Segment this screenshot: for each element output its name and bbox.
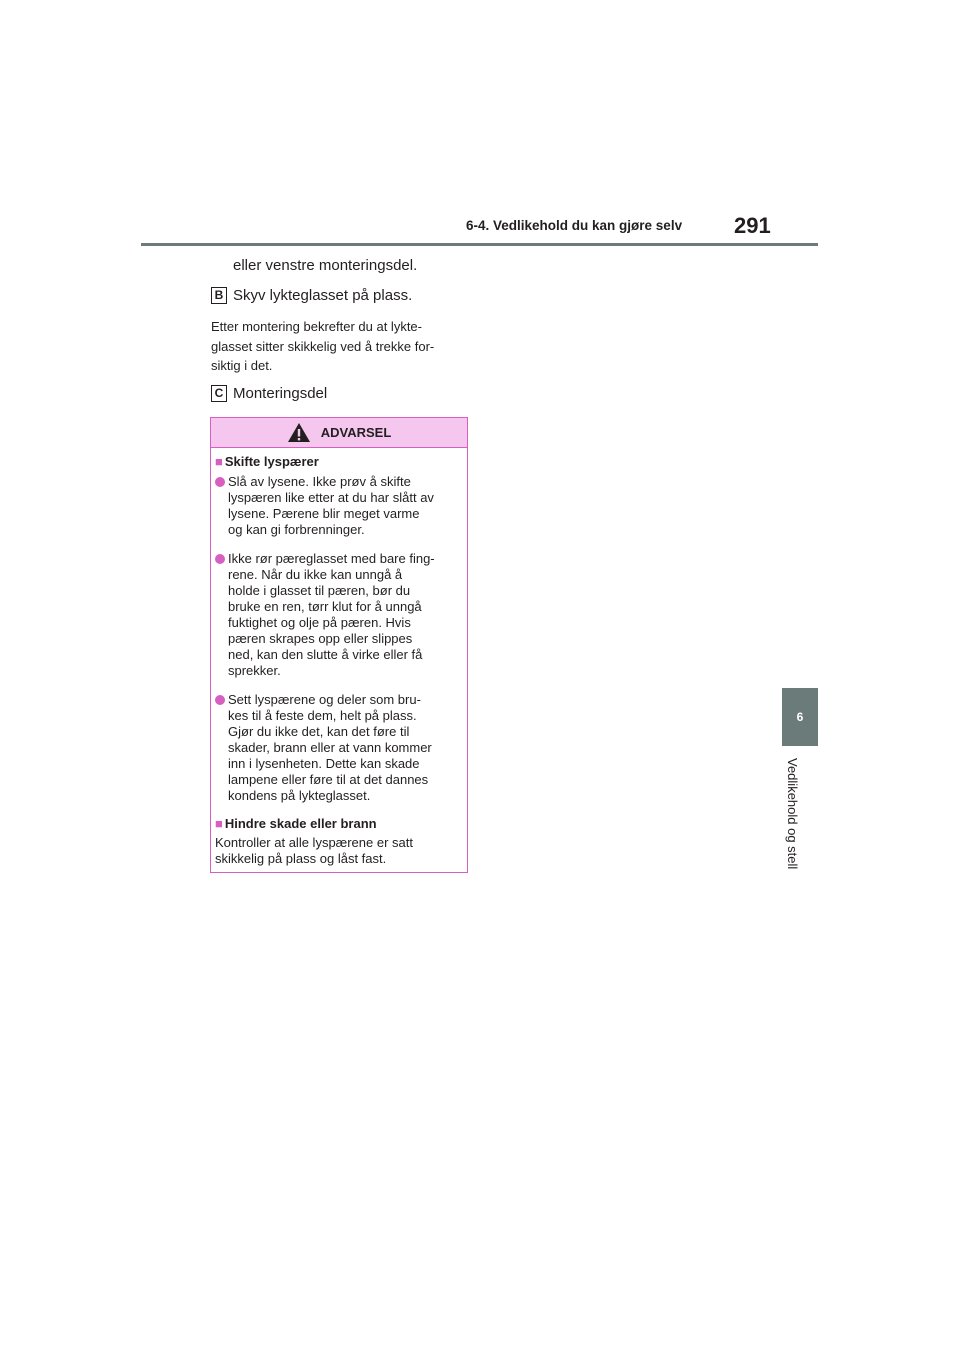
chapter-tab[interactable] [782,688,818,746]
warning-body [211,448,467,867]
step-c-label: C [211,385,227,402]
square-bullet-icon: ■ [215,816,223,831]
square-bullet-icon: ■ [215,454,223,469]
warning-triangle-icon [287,422,311,443]
chapter-title: Vedlikehold og stell [785,758,800,870]
warning-paragraph: Kontroller at alle lyspærene er satt skikkelig på plass og låst fast. [215,835,413,866]
continuation-line: eller venstre monteringsdel. [233,257,418,274]
round-bullet-icon [215,554,225,564]
warning-header [211,418,467,448]
warning-section-heading: ■ Skifte lyspærer [215,454,319,469]
page-number: 291 [734,213,771,238]
warning-title: ADVARSEL [320,425,392,440]
warning-bullet: Slå av lysene. Ikke prøv å skifte lyspæren like etter at du har slått av lysene. Pærene blir meget varme og kan gi forbrenninger. [215,474,463,538]
section-title: 6-4. Vedlikehold du kan gjøre selv [466,218,683,233]
round-bullet-icon [215,477,225,487]
warning-section-heading: ■ Hindre skade eller brann [215,816,377,831]
round-bullet-icon [215,695,225,705]
note-line: Etter montering bekrefter du at lykte- [211,319,422,334]
chapter-number: 6 [796,710,804,724]
warning-bullet: Sett lyspærene og deler som bru- kes til å feste dem, helt på plass. Gjør du ikke det, kan det føre til skader, brann eller at vann kommer inn i lysenheten. Dette kan skade lampene eller føre til at det dannes kondens på lykteglasset. [215,692,463,804]
step-b-label: B [211,287,227,304]
note-line: glasset sitter skikkelig ved å trekke for- [211,338,435,354]
step-c-text: Monteringsdel [233,385,328,402]
warning-bullet: Ikke rør pæreglasset med bare fing- rene. Når du ikke kan unngå å holde i glasset til pæren, bør du bruke en ren, tørr klut for å unngå fuktighet og olje på pæren. Hvis pæren skrapes opp eller slippes ned, kan den slutte å virke eller få sprekker. [215,551,463,679]
note-line: siktig i det. [211,358,273,373]
note-paragraph [211,317,434,376]
warning-box [210,417,468,873]
header-rule [141,243,818,246]
step-b-text: Skyv lykteglasset på plass. [233,287,413,304]
step-c [211,385,327,403]
step-b [211,287,412,305]
